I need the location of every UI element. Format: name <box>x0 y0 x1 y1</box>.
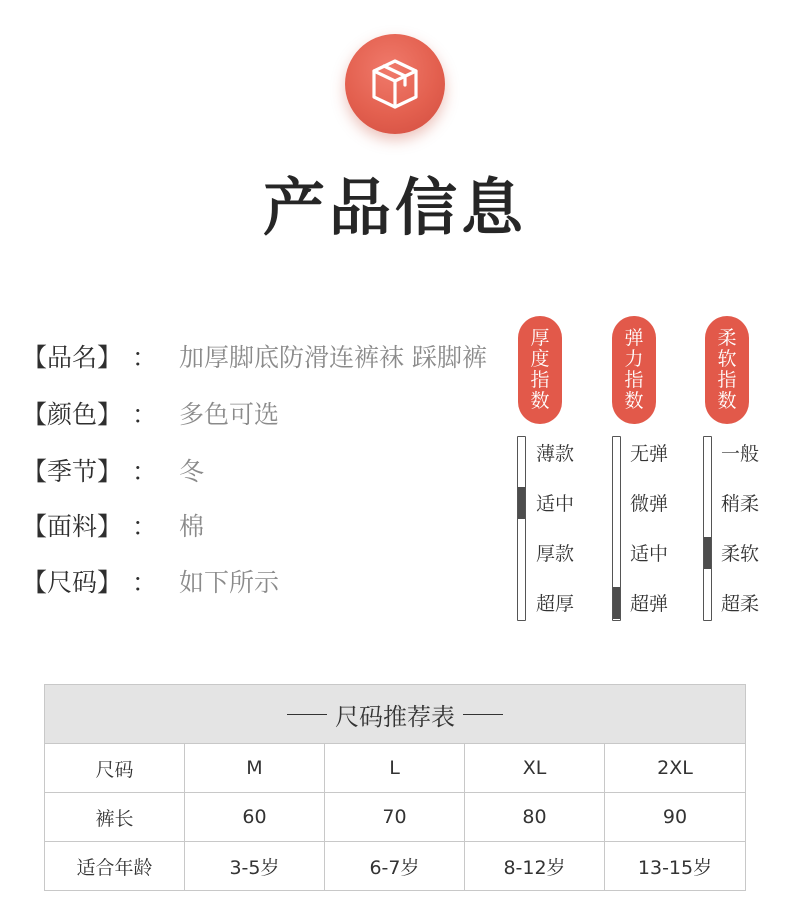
info-colon: ： <box>132 400 158 429</box>
table-cell: 裤长 <box>45 793 185 841</box>
label-char: 数 <box>530 390 550 412</box>
softness-index-marker <box>704 537 711 569</box>
table-cell: 2XL <box>657 757 693 779</box>
level-label: 超柔 <box>721 593 760 615</box>
table-row <box>45 793 745 842</box>
table-cell: L <box>325 744 465 792</box>
info-colon: ： <box>132 457 158 486</box>
size-table-title-text: 尺码推荐表 <box>335 702 455 731</box>
label-char: 弹 <box>624 327 644 349</box>
info-value: 加厚脚底防滑连裤袜 踩脚裤 <box>179 343 487 372</box>
level-label: 柔软 <box>721 543 760 565</box>
size-table <box>44 684 746 891</box>
table-cell: 90 <box>662 806 688 828</box>
table-cell: 8-12岁 <box>465 842 605 890</box>
elasticity-index-marker <box>613 587 620 619</box>
info-value: 多色可选 <box>179 400 280 429</box>
label-char: 软 <box>717 348 737 370</box>
info-row-season <box>22 452 204 488</box>
label-char: 数 <box>624 390 644 412</box>
level-label: 稍柔 <box>721 493 760 515</box>
info-value: 冬 <box>179 457 205 486</box>
label-char: 指 <box>717 369 737 391</box>
elasticity-index-bar <box>612 436 621 621</box>
table-cell: XL <box>465 744 605 792</box>
table-cell: 尺码 <box>45 744 185 792</box>
level-label: 适中 <box>536 493 575 515</box>
softness-index-bar <box>703 436 712 621</box>
label-char: 柔 <box>717 327 737 349</box>
table-cell: 适合年龄 <box>45 842 185 890</box>
table-cell: 6-7岁 <box>325 842 465 890</box>
table-cell: M <box>185 744 325 792</box>
info-key: 【颜色】 <box>22 400 123 429</box>
title-dash <box>463 714 503 715</box>
info-key: 【尺码】 <box>22 568 123 597</box>
info-row-name <box>22 338 487 374</box>
level-label: 厚款 <box>536 543 575 565</box>
info-row-size <box>22 563 279 599</box>
level-label: 适中 <box>630 543 669 565</box>
thickness-index-marker <box>518 487 525 519</box>
level-label: 薄款 <box>536 443 575 465</box>
table-cell: 60 <box>185 793 325 841</box>
thickness-index-bar <box>517 436 526 621</box>
thickness-index-label <box>518 316 562 424</box>
info-colon: ： <box>132 343 158 372</box>
table-cell: 13-15岁 <box>637 856 713 879</box>
info-key: 【季节】 <box>22 457 123 486</box>
info-value: 棉 <box>179 512 205 541</box>
level-label: 一般 <box>721 443 760 465</box>
level-label: 超厚 <box>536 593 575 615</box>
label-char: 指 <box>624 369 644 391</box>
info-key: 【品名】 <box>22 343 123 372</box>
table-row <box>45 842 745 890</box>
info-key: 【面料】 <box>22 512 123 541</box>
size-table-title <box>45 685 745 744</box>
label-char: 指 <box>530 369 550 391</box>
table-cell: 3-5岁 <box>185 842 325 890</box>
box-icon <box>366 55 424 113</box>
softness-index-label <box>705 316 749 424</box>
info-row-color <box>22 395 279 431</box>
label-char: 数 <box>717 390 737 412</box>
label-char: 度 <box>530 348 550 370</box>
table-cell: 80 <box>465 793 605 841</box>
page-title: 产品信息 <box>262 171 527 244</box>
level-label: 无弹 <box>630 443 669 465</box>
table-row <box>45 744 745 793</box>
level-label: 超弹 <box>630 593 669 615</box>
elasticity-index-label <box>612 316 656 424</box>
info-colon: ： <box>132 568 158 597</box>
info-row-fabric <box>22 507 204 543</box>
level-label: 微弹 <box>630 493 669 515</box>
label-char: 力 <box>624 348 644 370</box>
info-value: 如下所示 <box>179 568 280 597</box>
table-cell: 70 <box>325 793 465 841</box>
logo-badge <box>345 34 445 134</box>
label-char: 厚 <box>530 327 550 349</box>
title-dash <box>287 714 327 715</box>
info-colon: ： <box>132 512 158 541</box>
